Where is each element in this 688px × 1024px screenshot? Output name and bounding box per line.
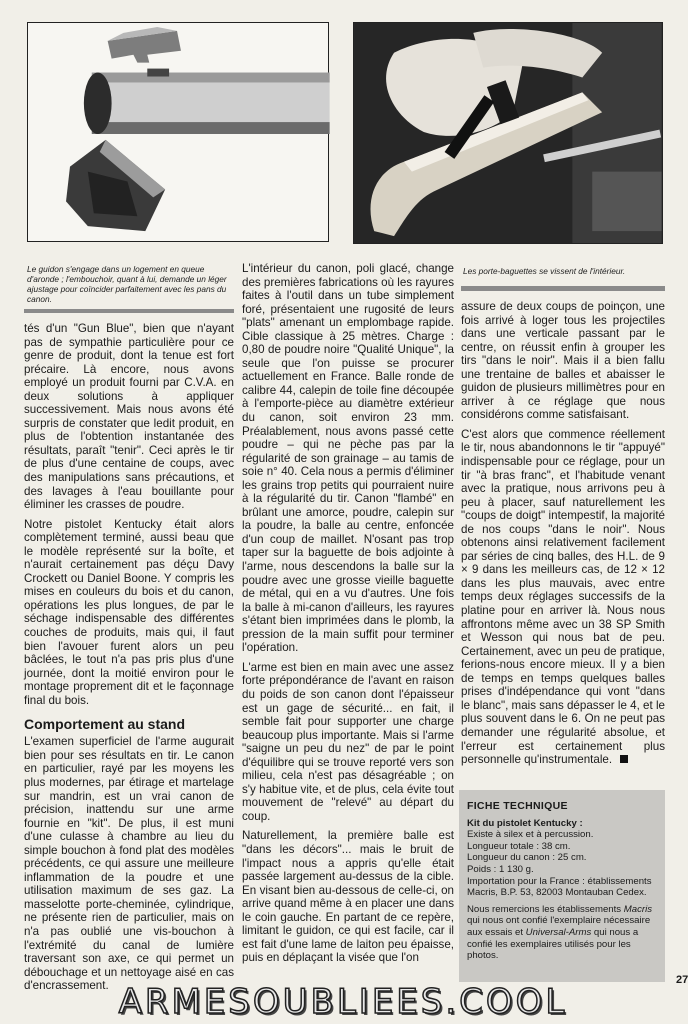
acknowledgement-text: qui nous a confié les exemplaires utilisés pour les photos. — [467, 926, 639, 962]
acknowledgement — [467, 904, 657, 962]
paragraph: L'intérieur du canon, poli glacé, change des premières fabrications où les rayures faites à l'outil dans un tube simplement foré, présentaient une rugosité de leurs "plats" amenant un emplombage rapide. Cible classique à 25 mètres. Charge : 0,80 de poudre noire "Qualité Unique", la seule que l'on puisse se procurer actuellement en France. Balle ronde de calibre 44, calepin de toile fine découpée à l'emporte-pièce au diamètre extérieur du canon, soit environ 23 mm. Préalablement, nous avons passé cette poudre – qui ne pèche pas par la régularité de son grainage – au tamis de soie n° 40. Cela nous a permis d'éliminer les grains trop petits qui pourraient nuire à la régularité du tir. Canon "flambé" en brûlant une amorce, poudre, calepin sur la poudre, la balle au centre, enfoncée d'un coup de maillet. N'osant pas trop taper sur la baguette de bois adjointe à l'arme, nous descendons la balle sur la poudre avec une grosse vieille baguette de métal, qui en a vu d'autres. Une fois la balle à mi-canon d'ailleurs, les rayures s'étant bien imprimées dans le plomb, la pression de la main suffit pour terminer l'opération. — [242, 262, 455, 655]
photo-ramrod-pipes-assembly — [353, 22, 663, 244]
article-column-1 — [24, 322, 234, 993]
article-column-3 — [461, 300, 665, 767]
acknowledgement-text: qui nous ont confié l'exemplaire nécessaire aux essais et — [467, 915, 651, 938]
column-rule-right — [461, 286, 665, 291]
end-of-article-mark — [620, 755, 628, 763]
paragraph: tés d'un "Gun Blue", bien que n'ayant pas de sympathie particulière pour ce genre de produit, dont la tenue est fort précaire. Là encore, nous avons employé un produit fourni par C.V.A. en deux solutions à appliquer successivement. Mais nous avons été surpris de constater que ledit produit, en plus de l'obtention instantanée des résultats, paraît "tenir". Ceci après le tir de plus d'une centaine de coups, avec des manipulations sans précautions, et des lavages à l'eau bouillante pour éliminer les crasses de poudre. — [24, 322, 234, 512]
paragraph: assure de deux coups de poinçon, une fois arrivé à loger tous les projectiles dans une verticale passant par le centre, on réussit enfin à grouper les tirs "dans le noir". Mais il a bien fallu une trentaine de balles et abaisser le guidon de plusieurs millimètres pour en arriver à ce réglage que nous considérons comme satisfaisant. — [461, 300, 665, 422]
photo-front-sight-and-muzzle-cap — [27, 22, 329, 242]
spec-line: Poids : 1 130 g. — [467, 863, 534, 875]
photo-caption-right: Les porte-baguettes se vissent de l'intérieur. — [463, 266, 626, 276]
technical-sheet-title: FICHE TECHNIQUE — [467, 800, 568, 812]
site-watermark: ARMESOUBLIEES.COOL — [118, 982, 568, 1022]
paragraph: L'arme est bien en main avec une assez forte prépondérance de l'avant en raison du poids de son canon dont l'épaisseur est un gage de sécurité... en fait, il semble fait pour supporter une charge beaucoup plus importante. Mais si l'arme "saigne un peu du nez" de par le point d'équilibre qui se trouve reporté vers son milieu, cela n'est pas désagréable ; on s'y habitue vite, et de plus, cela évite tout mouvement de "relevé" au départ du coup. — [242, 660, 454, 823]
spec-line: Longueur totale : 38 cm. — [467, 840, 571, 852]
paragraph-text: C'est alors que commence réellement le tir, nous abandonnons le tir "appuyé" indispensable pour ce réglage, pour un tir "à bras franc", et l'habitude venant avec la pratique, nous arrivons peu à peu à placer, sauf naturellement les "coups de doigt" intempestif, la majorité de nos coups "dans le noir". Nous obtenons ainsi relativement facilement par séries de cinq balles, des H.L. de 9 × 9 dans les meilleurs cas, de 12 × 12 dans les plus mauvais, avec entre temps deux réglages successifs de la platine pour en arriver là. Nous nous affrontons même avec un 38 SP Smith et Wesson qui nous bat de peu. Certainement, avec un peu de pratique, ferions-nous encore mieux. Il y a bien de temps en temps quelques balles prises d'indépendance qui vont "dans le blanc", mais sans dépasser le 4, et le plus souvent dans le 6. On ne peut pas demander une régularité absolue, et l'erreur est certainement plus personnelle qu'instrumentale. — [461, 427, 665, 767]
paragraph: Naturellement, la première balle est "dans les décors"... mais le bruit de l'impact nous a appris qu'elle était passée largement au-dessus de la cible. En visant bien au-dessous de celle-ci, on arrive quand même à en placer une dans le coin gauche. En partant de ce repère, limitant le guidon, ce qui est facile, car il est fait d'une lame de laiton peu épaisse, puis en déplaçant la visée que l'on — [242, 829, 454, 965]
section-heading: Comportement au stand — [24, 716, 186, 733]
technical-sheet-box — [459, 790, 665, 982]
photo-caption-left: Le guidon s'engage dans un logement en queue d'aronde ; l'embouchoir, quant à lui, demande un léger ajustage pour coïncider parfaitement avec les pans du canon. — [27, 264, 227, 304]
paragraph: L'examen superficiel de l'arme augurait bien pour ses résultats en tir. Le canon en particulier, rayé par les moyens les plus modernes, par étirage et martelage sur mandrin, est un vrai canon de précision, inattendu sur une arme fournie en "kit". De plus, il est muni d'une culasse à chambre au lieu du simple bouchon à fond plat des modèles précédents, ce qui assure une meilleure inflammation de la poudre et une utilisation maximum de ses gaz. La masselotte porte-cheminée, cylindrique, ne présente rien de particulier, mais on n'a pas oublié une vis-bouchon à l'extrémité du canal de lumière traversant son axe, ce qui permet un débouchage et un nettoyage aisé en cas d'encrassement. — [24, 735, 234, 993]
paragraph — [461, 428, 665, 767]
column-rule-left — [24, 309, 234, 313]
paragraph: Notre pistolet Kentucky était alors complètement terminé, aussi beau que le modèle représenté sur la boîte, et n'aurait certainement pas déçu Davy Crockett ou Daniel Boone. Y compris les mises en couleurs du bois et du canon, opérations les plus longues, de par le séchage indispensable des différentes couches de produits, mais qui, il faut bien l'avouer furent alors un peu bâclées, le tout n'a pas pris plus d'une journée, dont la moitié environ pour le montage proprement dit et le façonnage final du bois. — [24, 517, 234, 707]
technical-sheet-subtitle: Kit du pistolet Kentucky : — [467, 817, 583, 829]
article-column-2 — [242, 262, 454, 965]
company-name: Macris — [623, 903, 653, 915]
spec-line: Importation pour la France : établissements Macris, B.P. 53, 82003 Montauban Cedex. — [467, 875, 652, 899]
spec-line: Existe à silex et à percussion. — [467, 829, 594, 841]
spec-line: Longueur du canon : 25 cm. — [467, 852, 587, 864]
page-number: 27 — [676, 974, 688, 986]
company-name: Universal-Arms — [525, 926, 592, 938]
acknowledgement-text: Nous remercions les établissements — [467, 903, 624, 915]
